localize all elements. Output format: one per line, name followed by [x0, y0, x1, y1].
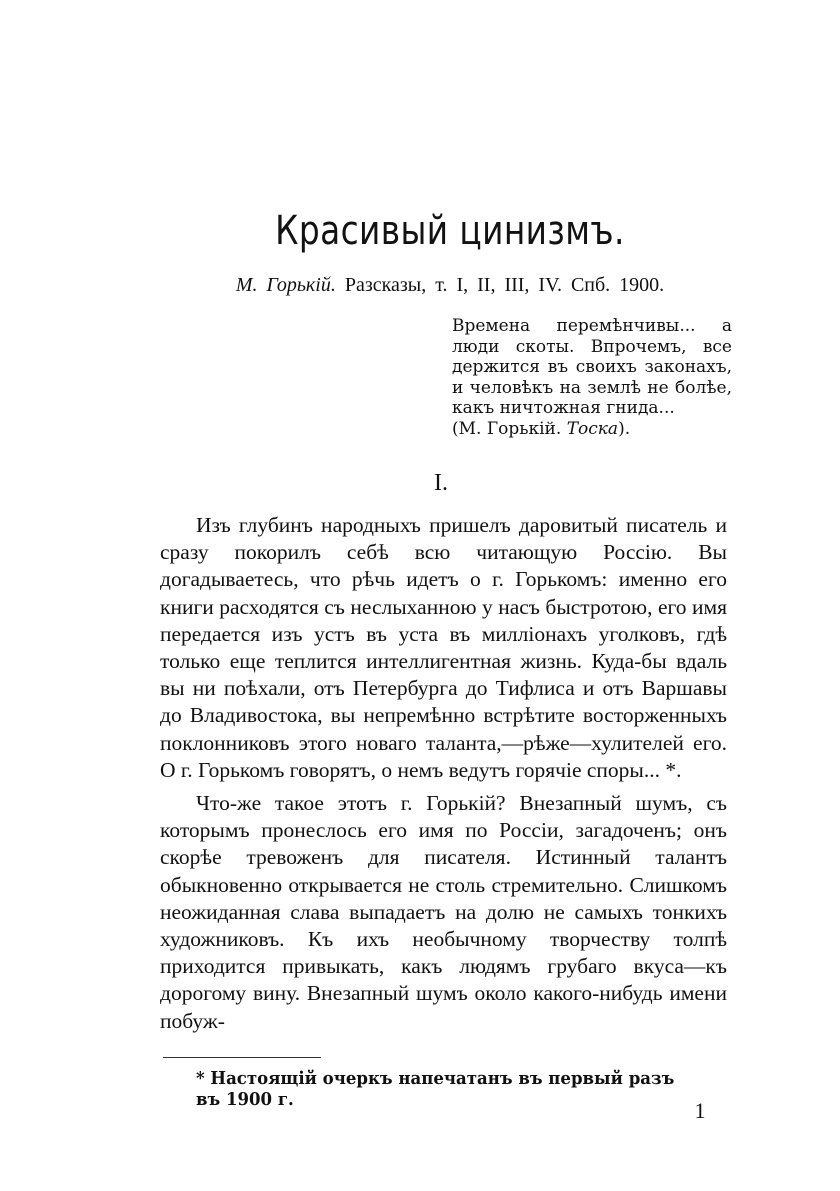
subtitle-work: Разсказы, т. I, II, III, IV. Спб. 1900.: [344, 274, 665, 296]
epigraph-source: [452, 419, 732, 440]
epigraph-source-prefix: (М. Горькій.: [452, 418, 562, 439]
page-title: Красивый цинизмъ.: [275, 208, 625, 254]
epigraph: [452, 316, 732, 439]
footnote: * Настоящій очеркъ напечатанъ въ первый разъ въ 1900 г.: [196, 1068, 675, 1110]
paragraph: Что-же такое этотъ г. Горькій? Внезапный шумъ, съ которымъ пронеслось его имя по Россіи, загадоченъ; онъ скорѣе тревоженъ для писателя. Истинный талантъ обыкновенно открывается не столь стремительно. Слишкомъ неожиданная слава выпадаетъ на долю не самыхъ тонкихъ художниковъ. Къ ихъ необычному творчеству толпѣ приходится привыкать, какъ людямъ грубаго вкуса—къ дорогому вину. Внезапный шумъ около какого-нибудь имени побуж-: [160, 791, 727, 1033]
body-text: [160, 512, 727, 1035]
epigraph-source-suffix: ).: [618, 418, 631, 439]
bibliographic-subtitle: [150, 274, 750, 297]
epigraph-source-title: Тоска: [566, 418, 619, 439]
footnote-rule: [163, 1057, 321, 1058]
page-number: 1: [694, 1098, 706, 1123]
subtitle-author: М. Горькій.: [235, 274, 336, 296]
epigraph-text: Времена перемѣнчивы... а люди скоты. Впрочемъ, все держится въ своихъ законахъ, и человѣкъ на землѣ не болѣе, какъ ничтожная гнида...: [452, 316, 732, 418]
section-number: I.: [434, 470, 448, 496]
paragraph: Изъ глубинъ народныхъ пришелъ даровитый писатель и сразу покорилъ себѣ всю читающую Россію. Вы догадываетесь, что рѣчь идетъ о г. Горькомъ: именно его книги расходятся съ неслыханною у насъ быстротою, его имя передается изъ устъ въ уста въ милліонахъ уголковъ, гдѣ только еще теплится интеллигентная жизнь. Куда-бы вдаль вы ни поѣхали, отъ Петербурга до Тифлиса и отъ Варшавы до Владивостока, вы непремѣнно встрѣтите восторженныхъ поклонниковъ этого новаго таланта,—рѣже—хулителей его. О г. Горькомъ говорятъ, о немъ ведутъ горячіе споры... *.: [160, 513, 727, 782]
